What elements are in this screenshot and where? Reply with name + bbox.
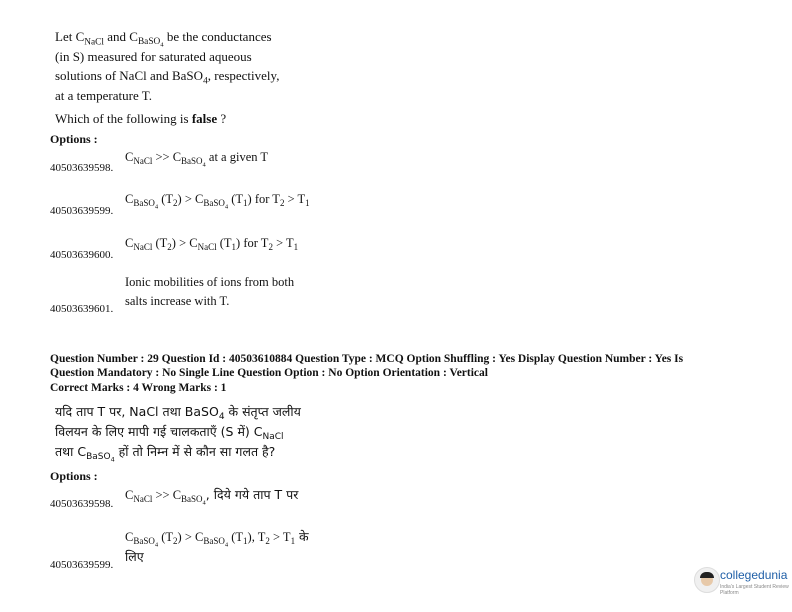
option-id: 40503639599.: [50, 559, 114, 571]
options-label: Options :: [50, 132, 98, 146]
option-text-line-2: लिए: [125, 549, 144, 564]
brand-name: collegedunia: [720, 568, 788, 582]
option-text: $C_{NaCl}$ $(T_2) > C_{NaCl}$ $(T_1)$ for $T_2 > T_1$: [125, 236, 299, 253]
option-text-line-1: Ionic mobilities of ions from both: [125, 275, 295, 289]
question-marks: Correct Marks : 4 Wrong Marks : 1: [50, 382, 227, 394]
collegedunia-logo[interactable]: [694, 564, 790, 604]
question-hindi-line-2: विलयन के लिए मापी गई चालकताएँ (S में) $C_{NaCl}$: [55, 424, 284, 443]
question-line-5: Which of the following is false ?: [55, 111, 227, 126]
options-label: Options :: [50, 469, 98, 483]
question-hindi-line-1: यदि ताप T पर, NaCl तथा BaSO$_4$ के संतृप्त जलीय: [55, 404, 301, 423]
avatar-icon: [694, 567, 720, 593]
question-hindi-line-3: तथा $C_{BaSO_4}$ हों तो निम्न में से कौन सा गलत है?: [55, 444, 276, 464]
question-line-3: solutions of NaCl and BaSO$_4$, respectively,: [55, 68, 280, 87]
question-meta-line-1: Question Number : 29 Question Id : 40503610884 Question Type : MCQ Option Shuffling : Yes Display Question Number : Yes Is: [50, 353, 684, 365]
question-line-2: (in S) measured for saturated aqueous: [55, 49, 252, 64]
question-line-4: at a temperature T.: [55, 88, 152, 103]
option-text: $C_{NaCl} >> C_{BaSO_4}$, दिये गये ताप T पर: [125, 487, 299, 507]
brand-tagline: India's Largest Student Review Platform: [720, 584, 789, 596]
option-text-line-1: $C_{BaSO_4}$ $(T_2) > C_{BaSO_4}$ $(T_1)$, $T_2 > T_1$ के: [125, 529, 309, 549]
question-meta-line-2: Question Mandatory : No Single Line Question Option : No Option Orientation : Vertical: [50, 367, 488, 379]
option-text: $C_{NaCl} >> C_{BaSO_4}$ at a given T: [125, 150, 269, 169]
option-id: 40503639600.: [50, 249, 114, 261]
option-id: 40503639598.: [50, 162, 114, 174]
option-id: 40503639598.: [50, 498, 114, 510]
option-text: $C_{BaSO_4}$ $(T_2) > C_{BaSO_4}$ $(T_1)$ for $T_2 > T_1$: [125, 192, 310, 211]
option-id: 40503639599.: [50, 205, 114, 217]
option-text-line-2: salts increase with T.: [125, 294, 230, 308]
question-line-1: Let $C_{NaCl}$ and $C_{BaSO_4}$ be the conductances: [55, 29, 272, 49]
option-id: 40503639601.: [50, 303, 114, 315]
